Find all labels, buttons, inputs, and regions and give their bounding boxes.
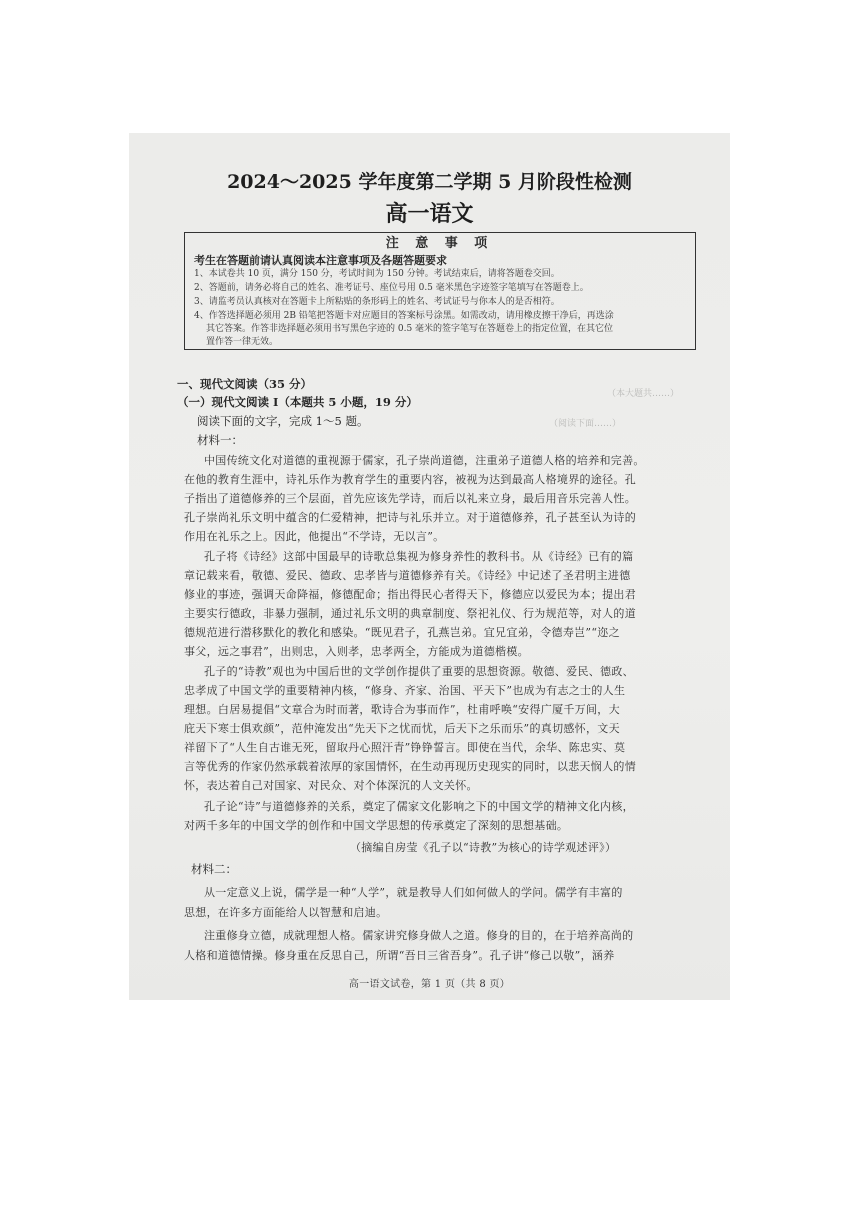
reading-instruction: 阅读下面的文字，完成 1～5 题。 <box>197 414 369 428</box>
part-heading: 一、现代文阅读（35 分） <box>177 377 313 391</box>
paragraph-line: 作用在礼乐之上。因此，他提出“不学诗，无以言”。 <box>184 530 445 543</box>
exam-subject: 高一语文 <box>385 201 474 227</box>
bleed-through-text: （阅读下面……） <box>549 419 622 429</box>
paragraph-line: 祥留下了“人生自古谁无死，留取丹心照汗青”铮铮誓言。即使在当代，余华、陈忠实、莫 <box>184 741 626 754</box>
paragraph-line: 孔子的“诗教”观也为中国后世的文学创作提供了重要的思想资源。敬德、爱民、德政、 <box>204 665 634 678</box>
photographed-exam-page <box>129 133 730 1000</box>
notice-heading: 注 意 事 项 <box>385 236 494 251</box>
paragraph-line: 忠孝成了中国文学的重要精神内核，“修身、齐家、治国、平天下”也成为有志之士的人生 <box>184 684 626 697</box>
paragraph-line: 理想。白居易提倡“文章合为时而著，歌诗合为事而作”，杜甫呼唤“安得广厦千万间，大 <box>184 703 620 716</box>
notice-item: 3、请监考员认真核对在答题卡上所粘贴的条形码上的姓名、考试证号与你本人的是否相符。 <box>194 297 560 307</box>
notice-item: 1、本试卷共 10 页，满分 150 分，考试时间为 150 分钟。考试结束后，请将答题卷交回。 <box>194 269 560 279</box>
notice-item: 4、作答选择题必须用 2B 铅笔把答题卡对应题目的答案标号涂黑。如需改动，请用橡皮擦干净后，再选涂 <box>194 311 614 321</box>
exam-title: 2024～2025 学年度第二学期 5 月阶段性检测 <box>227 171 632 193</box>
paragraph-line: 子指出了道德修养的三个层面，首先应该先学诗，而后以礼来立身，最后用音乐完善人性。 <box>184 492 636 505</box>
paragraph-line: 孔子论“诗”与道德修养的关系，奠定了儒家文化影响之下的中国文学的精神文化内核， <box>204 800 634 813</box>
paragraph-line: 修业的事迹，强调天命降福，修德配命；指出得民心者得天下，修德应以爱民为本；提出君 <box>184 588 636 601</box>
material-two-label: 材料二： <box>191 862 237 876</box>
paragraph-line: 从一定意义上说，儒学是一种“人学”，就是教导人们如何做人的学问。儒学有丰富的 <box>204 886 623 899</box>
paragraph-line: 孔子将《诗经》这部中国最早的诗歌总集视为修身养性的教科书。从《诗经》已有的篇 <box>204 550 634 563</box>
paragraph-line: 注重修身立德，成就理想人格。儒家讲究修身做人之道。修身的目的，在于培养高尚的 <box>204 929 634 942</box>
notice-item: 置作答一律无效。 <box>206 337 279 347</box>
paragraph-line: 中国传统文化对道德的重视源于儒家，孔子崇尚道德，注重弟子道德人格的培养和完善。 <box>204 454 645 467</box>
notice-item: 2、答题前，请务必将自己的姓名、准考证号、座位号用 0.5 毫米黑色字迹签字笔填写在答题卷上。 <box>194 283 589 293</box>
paragraph-line: 思想，在许多方面能给人以智慧和启迪。 <box>184 906 388 919</box>
subpart-heading: （一）现代文阅读 I（本题共 5 小题，19 分） <box>177 395 418 409</box>
bleed-through-text: （本大题共……） <box>607 389 680 399</box>
notice-item: 其它答案。作答非选择题必须用书写黑色字迹的 0.5 毫米的签字笔写在答题卷上的指定位置，在其它位 <box>206 324 614 334</box>
paragraph-line: 孔子崇尚礼乐文明中蕴含的仁爱精神，把诗与礼乐并立。对于道德修养，孔子甚至认为诗的 <box>184 511 636 524</box>
paragraph-line: 言等优秀的作家仍然承载着浓厚的家国情怀，在生动再现历史现实的同时，以悲天悯人的情 <box>184 760 636 773</box>
page-footer: 高一语文试卷，第 1 页（共 8 页） <box>348 979 511 990</box>
paragraph-line: 主要实行德政，非暴力强制，通过礼乐文明的典章制度、祭祀礼仪、行为规范等，对人的道 <box>184 607 636 620</box>
paragraph-line: 在他的教育生涯中，诗礼乐作为教育学生的重要内容，被视为达到最高人格境界的途径。孔 <box>184 473 636 486</box>
notice-box <box>184 232 696 350</box>
paragraph-line: 德规范进行潜移默化的教化和感染。“既见君子，孔燕岂弟。宜兄宜弟，令德寿岂”“迩之 <box>184 626 620 639</box>
paragraph-line: 庇天下寒士俱欢颜”，范仲淹发出“先天下之忧而忧，后天下之乐而乐”的真切感怀，文天 <box>184 722 620 735</box>
paragraph-line: 对两千多年的中国文学的创作和中国文学思想的传承奠定了深刻的思想基础。 <box>184 819 569 832</box>
material-one-label: 材料一： <box>197 433 243 447</box>
paragraph-line: 人格和道德情操。修身重在反思自己，所谓“吾日三省吾身”。孔子讲“修己以敬”，涵养 <box>184 949 615 962</box>
paragraph-line: 事父，远之事君”，出则忠，入则孝，忠孝两全，方能成为道德楷模。 <box>184 645 529 658</box>
material-one-source: （摘编自房莹《孔子以“诗教”为核心的诗学观述评》） <box>350 841 617 854</box>
notice-subheading: 考生在答题前请认真阅读本注意事项及各题答题要求 <box>194 254 447 267</box>
paragraph-line: 章记载来看，敬德、爱民、德政、忠孝皆与道德修养有关。《诗经》中记述了圣君明主进德 <box>184 569 631 582</box>
paragraph-line: 怀，表达着自己对国家、对民众、对个体深沉的人文关怀。 <box>184 779 478 792</box>
